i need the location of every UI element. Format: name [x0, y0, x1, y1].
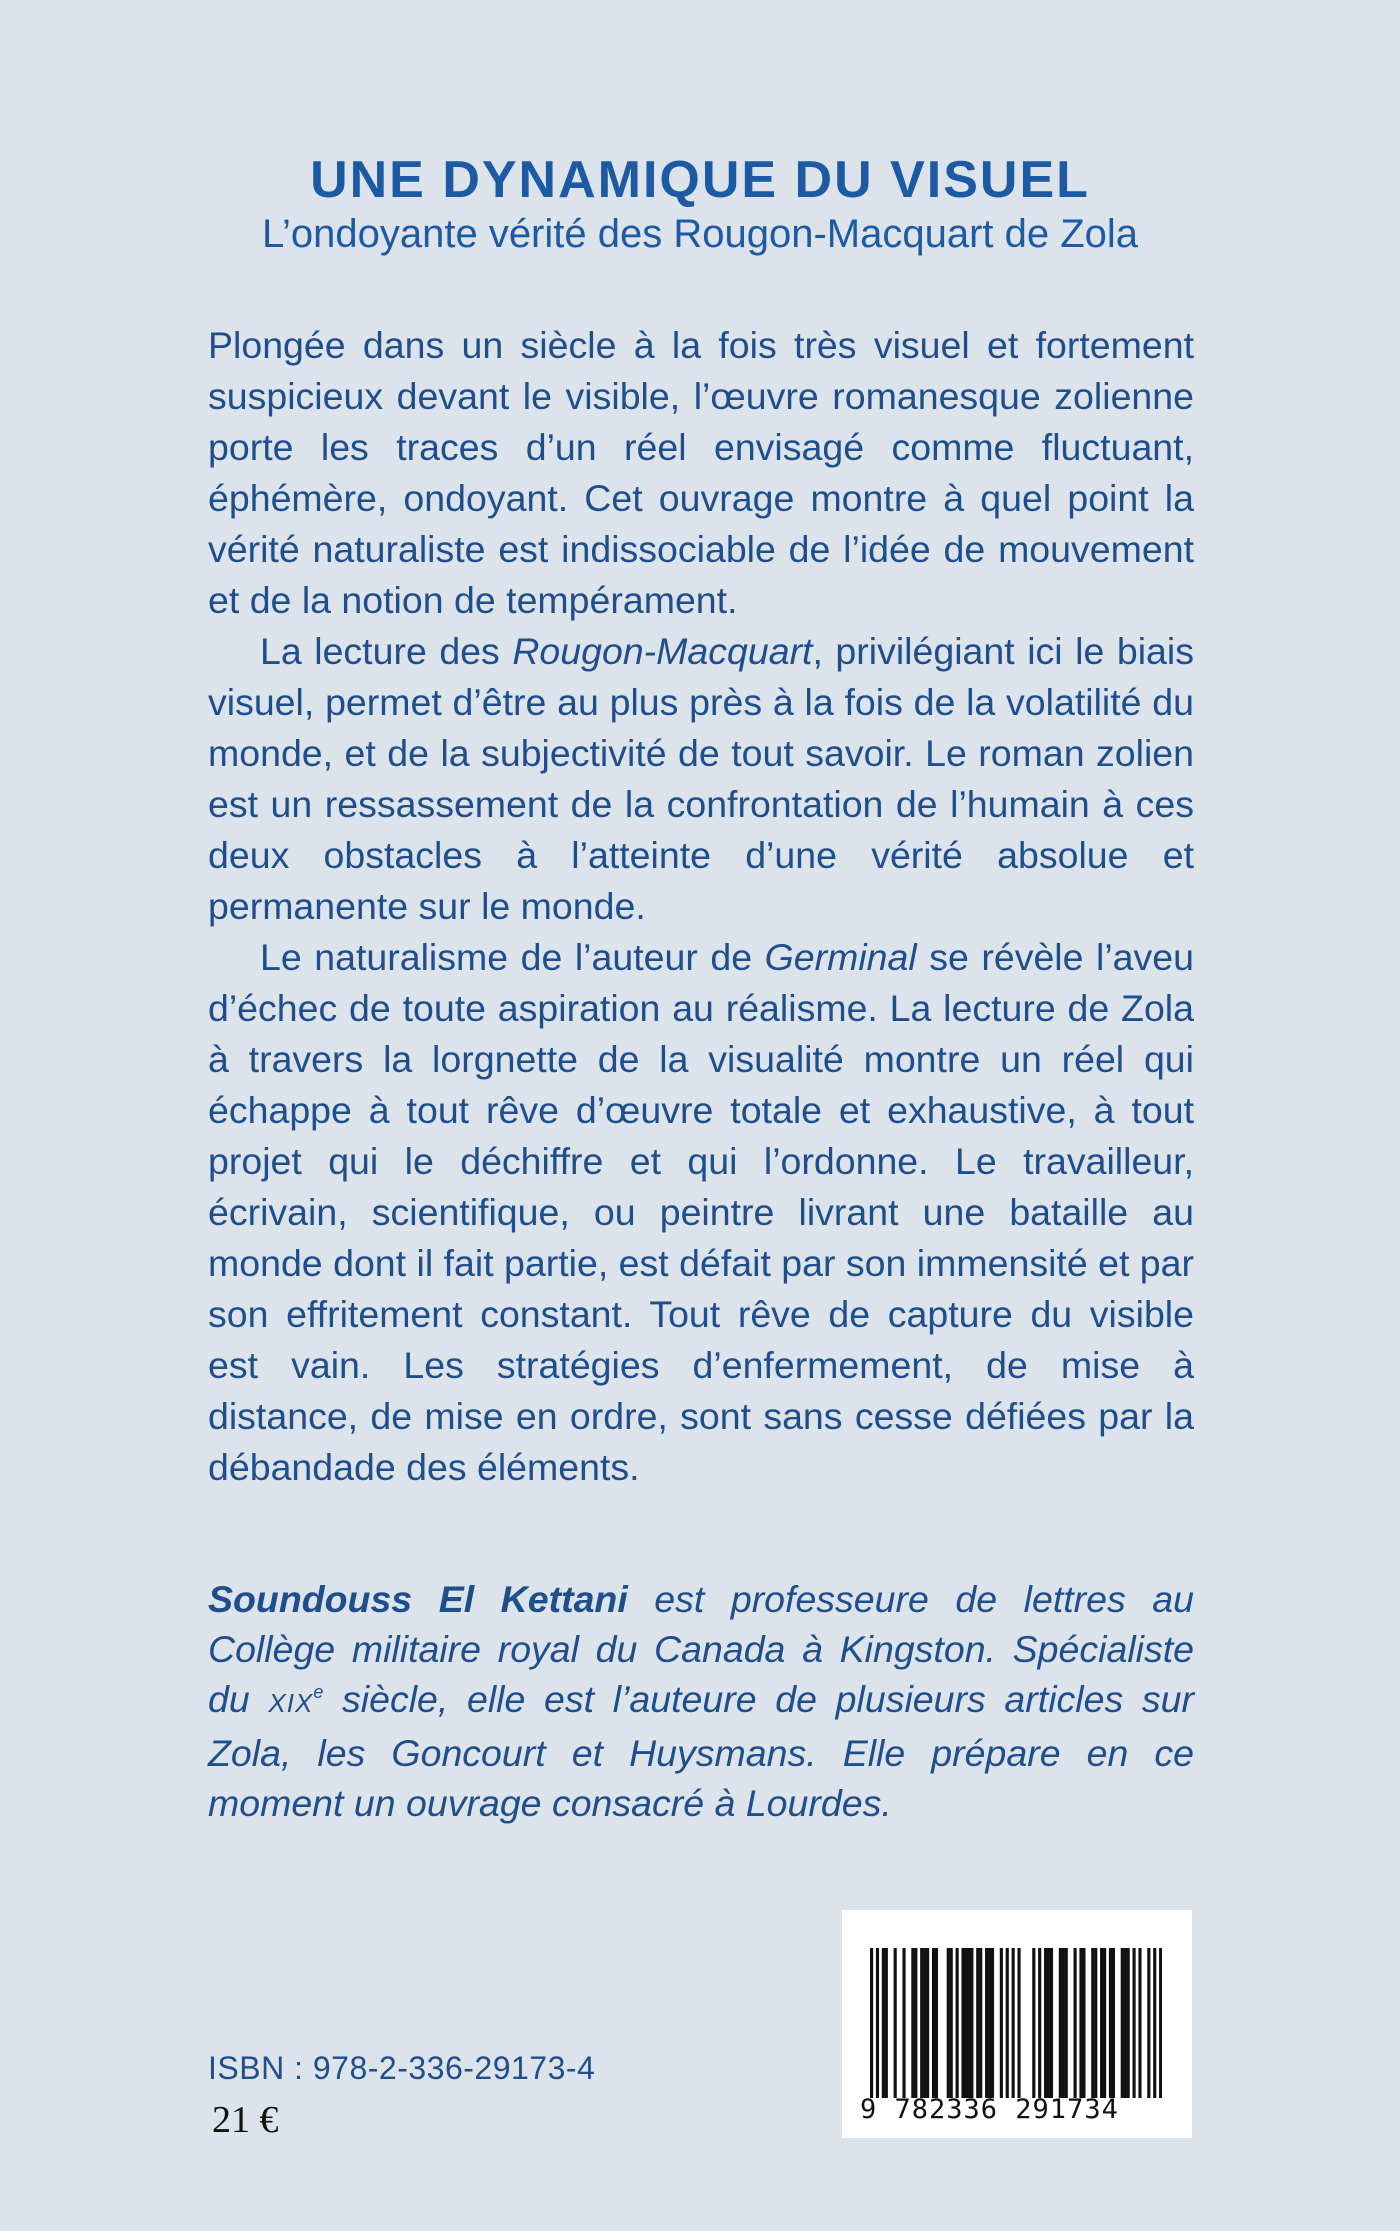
barcode-bar [1103, 1948, 1106, 2098]
barcode-bar [1091, 1948, 1094, 2098]
barcode-bar [1112, 1948, 1115, 2098]
barcode-bar [1121, 1948, 1124, 2098]
summary-paragraph-3-rest: se révèle l’aveu d’échec de toute aspiration au réalisme. La lecture de Zola à travers la lorgnette de la visualité montre un réel qui échappe à tout rêve d’œuvre totale et exhaustive, à tout projet qui le déchiffre et qui l’ordonne. Le travailleur, écrivain, scientifique, ou peintre livrant une bataille au monde dont il fait partie, est défait par son immensité et par son effritement constant. Tout rêve de capture du visible est vain. Les stratégies d’enfermement, de mise à distance, de mise en ordre, sont sans cesse défiées par la débandade des éléments. [208, 936, 1194, 1488]
barcode-bar [923, 1948, 926, 2098]
barcode-bar [1006, 1948, 1009, 2098]
barcode-bar [1044, 1948, 1047, 2098]
barcode-bar [1032, 1948, 1035, 2098]
barcode-bar [947, 1948, 950, 2098]
barcode-bar [876, 1948, 879, 2098]
barcode-bar [935, 1948, 938, 2098]
barcode-bar [932, 1948, 935, 2098]
barcode-bar [926, 1948, 929, 2098]
barcode-bar [1138, 1948, 1141, 2098]
summary-paragraph-2-work-title: Rougon-Macquart [512, 630, 813, 672]
barcode-bar [991, 1948, 994, 2098]
barcode-bar [920, 1948, 923, 2098]
barcode-bar [1100, 1948, 1103, 2098]
price-label: 21 € [212, 2099, 279, 2141]
summary-paragraph-3-work-title: Germinal [764, 936, 917, 978]
barcode-bar [1082, 1948, 1085, 2098]
barcode-bar [1017, 1948, 1020, 2098]
barcode-bar [870, 1948, 873, 2098]
barcode-bar [988, 1948, 991, 2098]
summary-paragraph-2-rest: , privilégiant ici le biais visuel, permet d’être au plus près à la fois de la volatilité du monde, et de la subjectivité de tout savoir. Le roman zolien est un ressassement de la confrontation de l’humain à ces deux obstacles à l’atteinte d’une vérité absolue et permanente sur le monde. [208, 630, 1194, 927]
author-name: Soundouss El Kettani [208, 1578, 628, 1620]
barcode-bar [1159, 1948, 1162, 2098]
barcode-bar [1133, 1948, 1136, 2098]
barcode-bar [1079, 1948, 1082, 2098]
summary-paragraph-1: Plongée dans un siècle à la fois très visuel et fortement suspicieux devant le visible, l’œuvre romanesque zolienne porte les traces d’un réel envisagé comme fluctuant, éphémère, ondoyant. Cet ouvrage montre à quel point la vérité naturaliste est indissociable de l’idée de mouvement et de la notion de tempérament. [208, 324, 1194, 621]
barcode-bar [956, 1948, 959, 2098]
summary-text [208, 320, 1194, 1493]
author-bio [208, 1574, 1194, 1828]
isbn-label: ISBN : 978-2-336-29173-4 [208, 2050, 596, 2086]
book-subtitle: L’ondoyante vérité des Rougon-Macquart de Zola [261, 212, 1139, 256]
author-bio-text-2: siècle, elle est l’auteure de plusieurs articles sur Zola, les Goncourt et Huysmans. Elle prépare en ce moment un ouvrage consacré à Lourdes. [208, 1678, 1194, 1824]
barcode-bar [950, 1948, 953, 2098]
barcode-bar [1127, 1948, 1130, 2098]
barcode-bar [979, 1948, 982, 2098]
summary-paragraph-2 [208, 626, 1194, 932]
barcode-bar [976, 1948, 979, 2098]
barcode-bars [870, 1948, 1162, 2098]
barcode-bar [1059, 1948, 1062, 2098]
barcode-bar [882, 1948, 885, 2098]
book-title: UNE DYNAMIQUE DU VISUEL [310, 151, 1090, 209]
barcode-digits: 9 782336 291734 [860, 2094, 1119, 2125]
barcode-bar [1065, 1948, 1068, 2098]
century-numeral: XIX [268, 1688, 314, 1718]
barcode-bar [1038, 1948, 1041, 2098]
barcode-bar [911, 1948, 914, 2098]
barcode-bar [914, 1948, 917, 2098]
barcode-bar [1062, 1948, 1065, 2098]
barcode-bar [970, 1948, 973, 2098]
summary-paragraph-3 [208, 932, 1194, 1493]
barcode-bar [1074, 1948, 1077, 2098]
barcode-bar [1000, 1948, 1003, 2098]
barcode-bar [985, 1948, 988, 2098]
barcode-bar [1153, 1948, 1156, 2098]
barcode-bar [885, 1948, 888, 2098]
barcode-bar [964, 1948, 967, 2098]
barcode-bar [902, 1948, 905, 2098]
barcode-bar [967, 1948, 970, 2098]
barcode-bar [1147, 1948, 1150, 2098]
barcode-bar [961, 1948, 964, 2098]
barcode-bar [1050, 1948, 1053, 2098]
barcode-bar [1124, 1948, 1127, 2098]
barcode-bar [1047, 1948, 1050, 2098]
author-bio-text-1: est professeure de lettres au Collège militaire royal du Canada à Kingston. Spécialiste du [208, 1578, 1194, 1720]
barcode-bar [1094, 1948, 1097, 2098]
summary-paragraph-2-start: La lecture des [260, 630, 513, 672]
barcode-bar [894, 1948, 897, 2098]
barcode-bar [1109, 1948, 1112, 2098]
century-superscript: e [313, 1682, 324, 1702]
barcode-bar [1012, 1948, 1015, 2098]
barcode [842, 1910, 1192, 2138]
summary-paragraph-3-start: Le naturalisme de l’auteur de [260, 936, 765, 978]
